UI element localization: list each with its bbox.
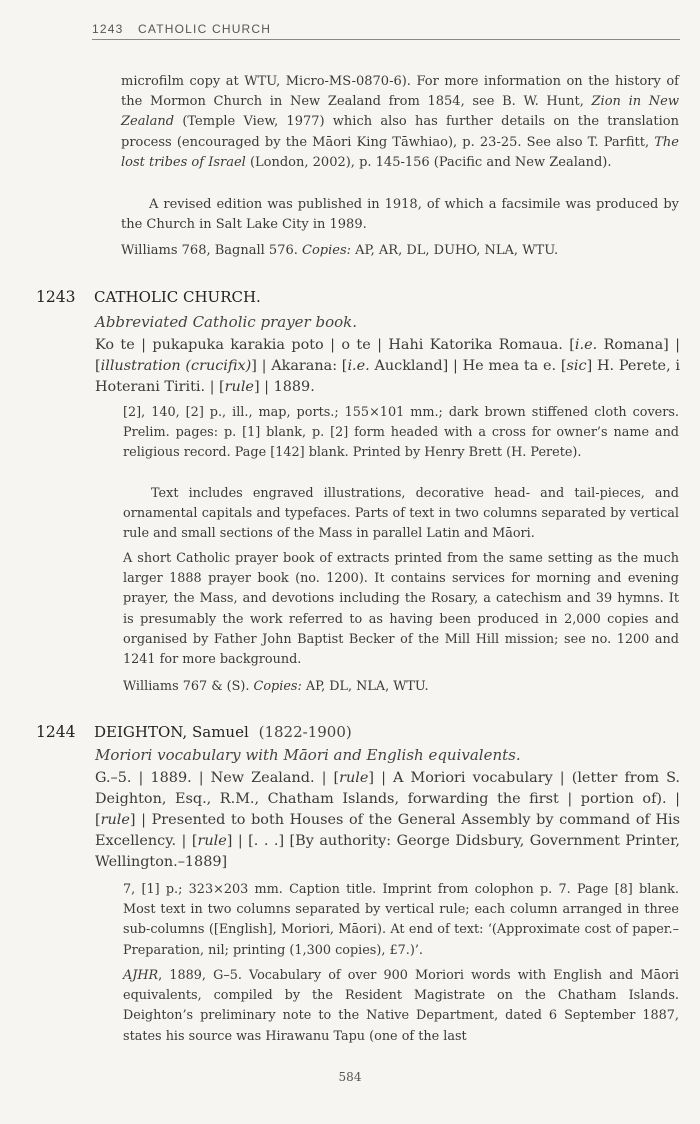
running-head-number: 1243 xyxy=(92,22,124,36)
entry-number: 1244 xyxy=(36,723,76,741)
entry-1244-heading xyxy=(36,723,352,741)
entry-title: CATHOLIC CHURCH. xyxy=(94,288,261,306)
continued-references: Williams 768, Bagnall 576. Copies: AP, AR, DL, DUHO, NLA, WTU. xyxy=(121,243,559,258)
entry-1244-historical-note: AJHR, 1889, G–5. Vocabulary of over 900 Moriori words with English and Māori equivalents, compiled by the Resident Magistrate on the Chatham Islands. Deighton’s preliminary note to the Native Department, dated 6 September 1887, states his source was Hirawanu Tapu (one of the last xyxy=(123,968,679,1044)
entry-1244-subtitle: Moriori vocabulary with Māori and English equivalents. xyxy=(95,746,521,764)
entry-1243-subtitle: Abbreviated Catholic prayer book. xyxy=(95,313,358,331)
entry-author: DEIGHTON, Samuel xyxy=(94,723,249,741)
entry-1244-physical-description: 7, [1] p.; 323×203 mm. Caption title. Imprint from colophon p. 7. Page [8] blank. Most text in two columns separated by vertical rule; each column arranged in three sub-columns ([English], Moriori, Māori). At end of text: ‘(Approximate cost of paper.–Preparation, nil; printing (1,300 copies), £7.)’. xyxy=(123,882,679,958)
continued-paragraph-2: A revised edition was published in 1918, of which a facsimile was produced by the Church in Salt Lake City in 1989. xyxy=(121,197,679,233)
continued-paragraph-1: microfilm copy at WTU, Micro-MS-0870-6). For more information on the history of the Mormon Church in New Zealand from 1854, see B. W. Hunt, Zion in New Zealand (Temple View, 1977) which also has further details on the translation process (encouraged by the Māori King Tāwhiao), p. 23-25. See also T. Parfitt, The lost tribes of Israel (London, 2002), p. 145-156 (Pacific and New Zealand). xyxy=(121,74,679,170)
entry-1243-physical-description: [2], 140, [2] p., ill., map, ports.; 155×101 mm.; dark brown stiffened cloth covers. Prelim. pages: p. [1] blank, p. [2] form headed with a cross for owner’s name and religious record. Page [142] blank. Printed by Henry Brett (H. Perete). xyxy=(123,405,679,461)
entry-1243-historical-note: A short Catholic prayer book of extracts printed from the same setting as the much larger 1888 prayer book (no. 1200). It contains services for morning and evening prayer, the Mass, and devotions including the Rosary, a catechism and 39 hymns. It is presumably the work referred to as having been produced in 2,000 copies and organised by Father John Baptist Becker of the Mill Hill mission; see no. 1200 and 1241 for more background. xyxy=(123,551,679,668)
entry-number: 1243 xyxy=(36,288,76,306)
page-number: 584 xyxy=(338,1070,362,1084)
running-head-title: CATHOLIC CHURCH xyxy=(138,22,272,36)
running-head xyxy=(92,22,680,40)
entry-1243-title-page: Ko te | pukapuka karakia poto | o te | Hahi Katorika Romaua. [i.e. Romana] | [illustration (crucifix)] | Akarana: [i.e. Auckland] | He mea ta e. [sic] H. Perete, i Hoterani Tiriti. | [rule] | 1889. xyxy=(95,337,681,395)
entry-1244-title-page: G.–5. | 1889. | New Zealand. | [rule] | A Moriori vocabulary | (letter from S. Deighton, Esq., R.M., Chatham Islands, forwarding the first | portion of). | [rule] | Presented to both Houses of the General Assembly by command of His Excellency. | [rule] | [. . .] [By authority: George Didsbury, Government Printer, Wellington.–1889] xyxy=(95,770,680,870)
entry-1243-content-note: Text includes engraved illustrations, decorative head- and tail-pieces, and ornamental capitals and typefaces. Parts of text in two columns separated by vertical rule and small sections of the Mass in parallel Latin and Māori. xyxy=(123,486,679,542)
author-dates: (1822-1900) xyxy=(258,723,352,741)
entry-1243-references: Williams 767 & (S). Copies: AP, DL, NLA, WTU. xyxy=(123,679,429,694)
entry-1243-heading xyxy=(36,288,261,306)
